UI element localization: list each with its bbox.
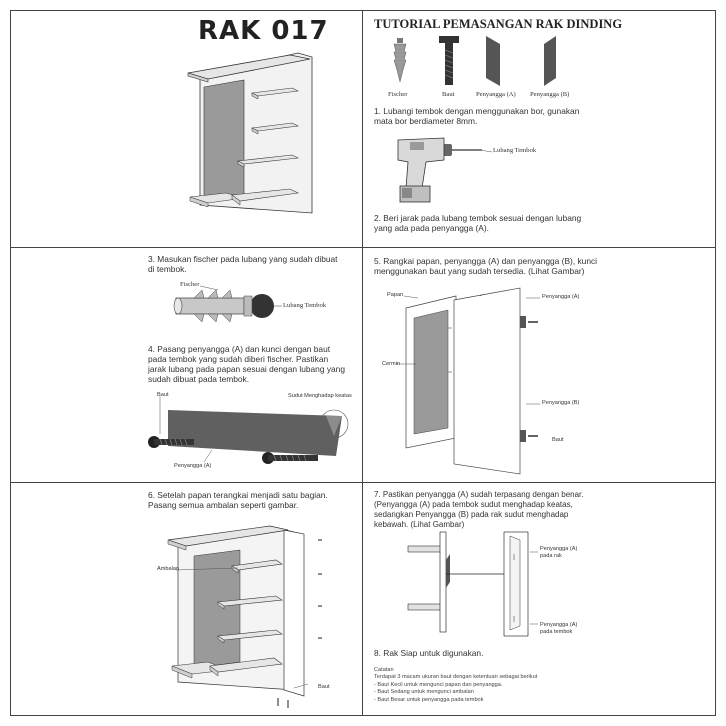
product-illustration [180, 45, 320, 225]
part-label-fischer: Fischer [388, 91, 408, 98]
bolt-icon [438, 36, 460, 86]
notes-title: Catatan [374, 667, 394, 673]
label-shelf: Ambalan [157, 566, 180, 572]
label-wall-hole-step3: Lubang Tembok [283, 302, 327, 309]
label-fischer: Fischer [180, 281, 200, 288]
label-bolt-step6: Baut [318, 684, 330, 690]
label-bracket-a-wall-1: Penyangga (A) [540, 622, 578, 628]
step-3-text: 3. Masukan fischer pada lubang yang sudah dibuat di tembok. [148, 254, 338, 274]
step-4-text: 4. Pasang penyangga (A) dan kunci dengan baut pada tembok yang sudah diberi fischer. Pastikan jarak lubang pada papan sesuai dengan lubang yang sudah dibuat pada tembok. [148, 344, 345, 384]
fischer-in-wall-illustration [172, 284, 296, 328]
column-divider [362, 11, 363, 715]
notes-intro: Terdapat 3 macam ukuran baut dengan ketentuan sebagai berikut [374, 674, 538, 681]
label-bracket-a-step5: Penyangga (A) [542, 294, 580, 300]
label-mirror: Cermin [382, 361, 401, 367]
part-label-bracket-b: Penyangga (B) [530, 91, 570, 98]
bracket-b-icon [540, 36, 560, 86]
label-wall-hole: Lubang Tembok [493, 147, 537, 154]
step-8-text: 8. Rak Siap untuk digunakan. [374, 648, 484, 658]
bracket-a-icon [484, 36, 504, 86]
step-6-text: 6. Setelah papan terangkai menjadi satu bagian. Pasang semua ambalan seperti gambar. [148, 490, 328, 510]
part-label-bolt: Baut [442, 91, 455, 98]
tutorial-title: TUTORIAL PEMASANGAN RAK DINDING [374, 17, 623, 31]
notes-item: - Baut Sedang untuk mengunci ambalan [374, 689, 474, 696]
label-angle-up: Sudut Menghadap keatas [288, 393, 352, 399]
label-bracket-b-step5: Penyangga (B) [542, 400, 580, 406]
board-assembly-illustration [384, 288, 554, 478]
label-bracket-a-rack-2: pada rak [540, 553, 562, 559]
label-bracket-a-rack-1: Penyangga (A) [540, 546, 578, 552]
label-bolt-step4: Baut [157, 392, 169, 398]
shelf-install-illustration [158, 520, 338, 710]
row-divider-1 [11, 247, 715, 248]
step-7-text: 7. Pastikan penyangga (A) sudah terpasang dengan benar. (Penyangga (A) pada tembok sudut menghadap keatas, sedangkan Penyangga (B) pada rak sudut menghadap kebawah. (Lihat Gambar) [374, 490, 584, 529]
row-divider-2 [11, 482, 715, 483]
label-board: Papan [387, 292, 404, 298]
bracket-orientation-illustration [404, 530, 554, 640]
instruction-sheet [10, 10, 716, 716]
part-label-bracket-a: Penyangga (A) [476, 91, 516, 98]
label-bolt-step5: Baut [552, 437, 564, 443]
notes-item: - Baut Kecil untuk mengunci papan dan penyangga. [374, 681, 503, 688]
fischer-icon [392, 38, 408, 84]
step-5-text: 5. Rangkai papan, penyangga (A) dan penyangga (B), kunci menggunakan baut yang sudah tersedia. (Lihat Gambar) [374, 256, 598, 276]
product-title: RAK 017 [198, 16, 329, 46]
step-2-text: 2. Beri jarak pada lubang tembok sesuai dengan lubang yang ada pada penyangga (A). [374, 213, 582, 233]
drill-illustration [392, 130, 502, 210]
step-1-text: 1. Lubangi tembok dengan menggunakan bor, gunakan mata bor berdiameter 8mm. [374, 106, 580, 126]
notes-item: - Baut Besar untuk penyangga pada tembok [374, 696, 484, 703]
label-bracket-a-wall-2: pada tembok [540, 629, 573, 635]
notes-block [374, 667, 598, 704]
label-bracket-a-step4: Penyangga (A) [174, 463, 212, 469]
